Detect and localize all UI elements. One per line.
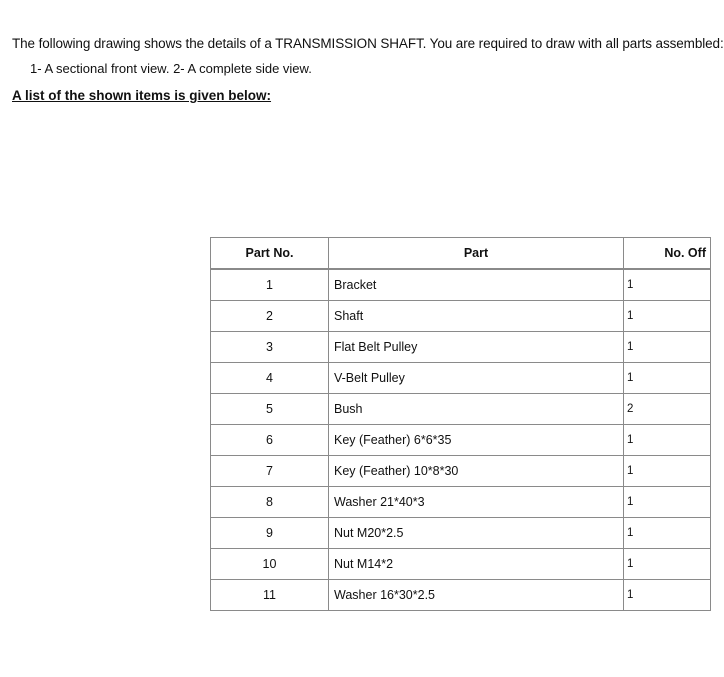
table-row — [211, 549, 711, 580]
qty-cell: 1 — [624, 487, 711, 518]
header-no-off: No. Off — [624, 238, 711, 270]
part-name-cell: V-Belt Pulley — [329, 363, 624, 394]
required-views-text: 1- A sectional front view. 2- A complete side view. — [30, 61, 312, 76]
part-no-cell: 11 — [211, 580, 329, 611]
qty-cell: 1 — [624, 549, 711, 580]
qty-cell: 2 — [624, 394, 711, 425]
table-row — [211, 363, 711, 394]
part-no-cell: 2 — [211, 301, 329, 332]
table-row — [211, 580, 711, 611]
header-part: Part — [329, 238, 624, 270]
part-no-cell: 4 — [211, 363, 329, 394]
qty-cell: 1 — [624, 301, 711, 332]
table-row — [211, 456, 711, 487]
table-row — [211, 301, 711, 332]
table-row — [211, 425, 711, 456]
table-header-row — [211, 238, 711, 270]
qty-cell: 1 — [624, 332, 711, 363]
part-name-cell: Shaft — [329, 301, 624, 332]
part-name-cell: Bracket — [329, 269, 624, 301]
header-part-no: Part No. — [211, 238, 329, 270]
part-no-cell: 5 — [211, 394, 329, 425]
part-name-cell: Washer 21*40*3 — [329, 487, 624, 518]
qty-cell: 1 — [624, 269, 711, 301]
part-name-cell: Nut M14*2 — [329, 549, 624, 580]
part-no-cell: 6 — [211, 425, 329, 456]
qty-cell: 1 — [624, 456, 711, 487]
part-no-cell: 10 — [211, 549, 329, 580]
part-no-cell: 7 — [211, 456, 329, 487]
part-name-cell: Key (Feather) 6*6*35 — [329, 425, 624, 456]
part-name-cell: Washer 16*30*2.5 — [329, 580, 624, 611]
intro-text: The following drawing shows the details of a TRANSMISSION SHAFT. You are required to draw with all parts assembled: — [12, 36, 724, 51]
part-no-cell: 3 — [211, 332, 329, 363]
parts-table — [210, 237, 711, 611]
part-no-cell: 8 — [211, 487, 329, 518]
qty-cell: 1 — [624, 518, 711, 549]
qty-cell: 1 — [624, 425, 711, 456]
table-row — [211, 332, 711, 363]
table-row — [211, 487, 711, 518]
part-name-cell: Bush — [329, 394, 624, 425]
part-no-cell: 9 — [211, 518, 329, 549]
part-no-cell: 1 — [211, 269, 329, 301]
qty-cell: 1 — [624, 363, 711, 394]
table-row — [211, 269, 711, 301]
table-row — [211, 394, 711, 425]
part-name-cell: Key (Feather) 10*8*30 — [329, 456, 624, 487]
list-heading: A list of the shown items is given below: — [12, 88, 272, 103]
table-row — [211, 518, 711, 549]
qty-cell: 1 — [624, 580, 711, 611]
part-name-cell: Nut M20*2.5 — [329, 518, 624, 549]
part-name-cell: Flat Belt Pulley — [329, 332, 624, 363]
